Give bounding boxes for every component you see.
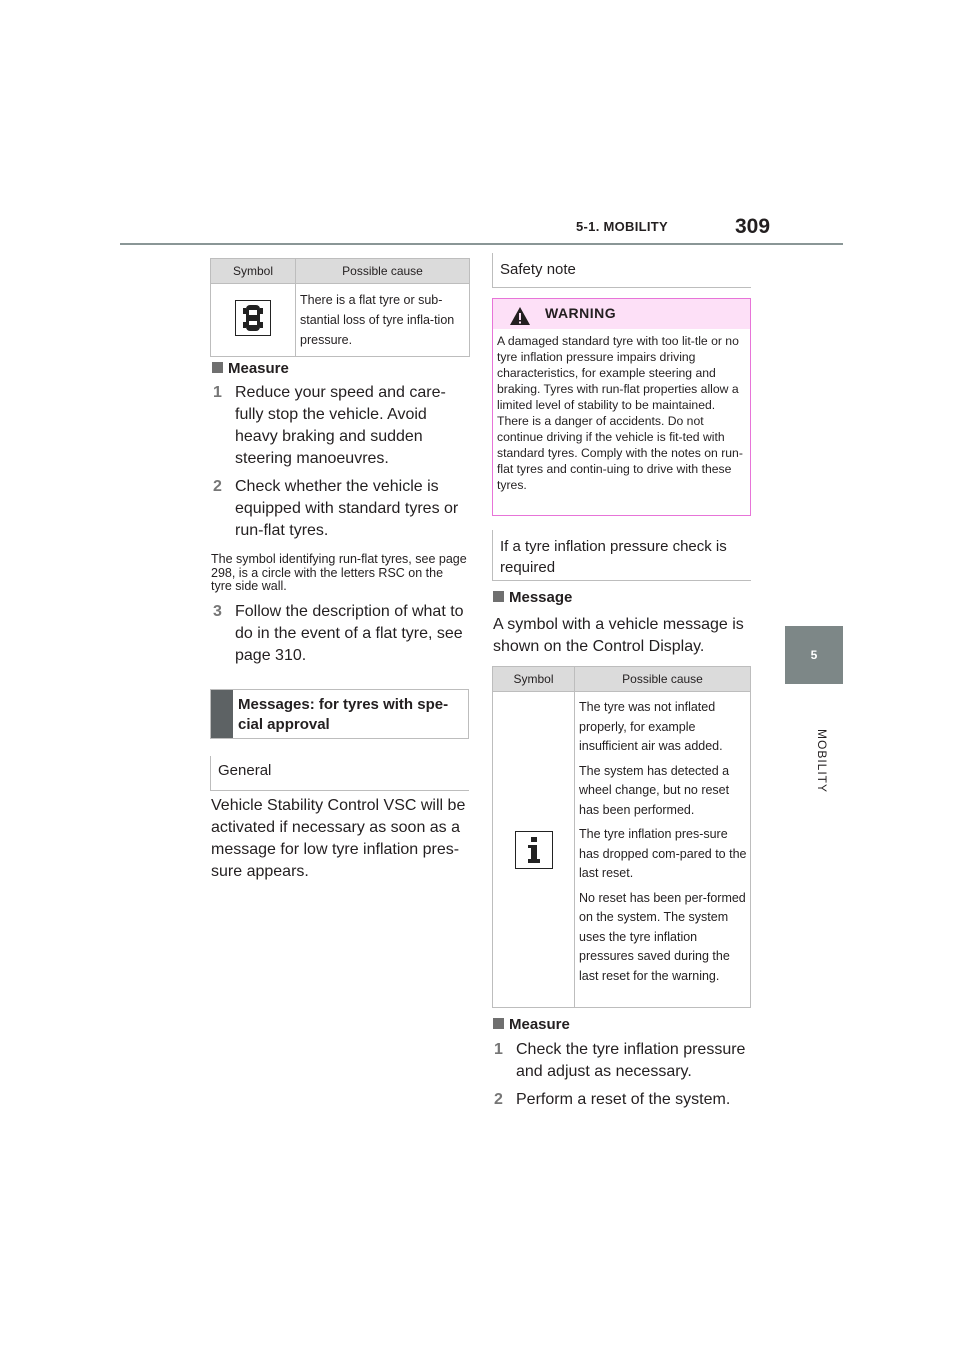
cause-text: The tyre was not inflated properly, for example insufficient air was added.	[579, 700, 723, 753]
table-header-cause: Possible cause	[575, 667, 751, 692]
measure-step: 1 Reduce your speed and care-fully stop the vehicle. Avoid heavy braking and sudden steering manoeuvres.	[213, 384, 446, 467]
cause-text: No reset has been per-formed on the system. The system uses the tyre inflation pressures saved during the last reset for the warning.	[579, 890, 746, 983]
measure-step: 2 Check whether the vehicle is equipped with standard tyres or run-flat tyres.	[213, 478, 459, 539]
chapter-label: MOBILITY	[815, 729, 829, 794]
flat-tyre-symbol-table	[210, 258, 470, 357]
chapter-number: 5	[810, 648, 818, 662]
warning-icon	[509, 306, 531, 326]
warning-title: WARNING	[545, 305, 617, 321]
safety-note-heading: Safety note	[492, 253, 751, 288]
info-icon	[515, 831, 553, 869]
general-text: Vehicle Stability Control VSC will be activated if necessary as soon as a message for low tyre inflation pres-sure appears.	[211, 797, 466, 880]
section-title: 5-1. MOBILITY	[576, 219, 669, 234]
cause-text: There is a flat tyre or sub-stantial loss of tyre infla-tion pressure.	[300, 293, 455, 347]
measure-step: 1 Check the tyre inflation pressure and adjust as necessary.	[494, 1041, 746, 1080]
tyre-check-symbol-table	[492, 666, 751, 1008]
page-number: 309	[735, 215, 771, 238]
measure-heading: Measure	[493, 1016, 570, 1033]
message-heading: Message	[493, 589, 572, 606]
header-rule	[120, 243, 843, 245]
measure-heading: Measure	[212, 360, 289, 377]
measure-step: 2 Perform a reset of the system.	[494, 1091, 731, 1108]
table-header-symbol: Symbol	[211, 259, 296, 284]
cause-text: The tyre inflation pres-sure has dropped com-pared to the last reset.	[579, 827, 747, 880]
general-heading: General	[210, 756, 469, 791]
runflat-note: The symbol identifying run-flat tyres, see page 298, is a circle with the letters RSC on the tyre side wall.	[211, 552, 467, 593]
messages-heading: Messages: for tyres with spe-cial approval	[210, 689, 469, 739]
table-header-symbol: Symbol	[493, 667, 575, 692]
message-text: A symbol with a vehicle message is shown on the Control Display.	[493, 616, 744, 655]
warning-box	[492, 298, 751, 516]
table-header-cause: Possible cause	[296, 259, 470, 284]
check-required-heading: If a tyre inflation pressure check is required	[492, 530, 751, 581]
chapter-tab	[785, 626, 843, 684]
warning-text: A damaged standard tyre with too lit-tle or no tyre inflation pressure impairs driving characteristics, for example steering and braking. Tyres with run-flat properties allow a limited level of stability to be maintained. There is a danger of accidents. Do not continue driving if the vehicle is fit-ted with standard tyres. Comply with the notes on run-flat tyres and contin-uing to drive with these tyres.	[497, 334, 743, 492]
tyre-pressure-icon	[235, 300, 271, 336]
cause-text: The system has detected a wheel change, but no reset has been performed.	[579, 763, 730, 817]
measure-step: 3 Follow the description of what to do in the event of a flat tyre, see page 310.	[213, 603, 464, 664]
